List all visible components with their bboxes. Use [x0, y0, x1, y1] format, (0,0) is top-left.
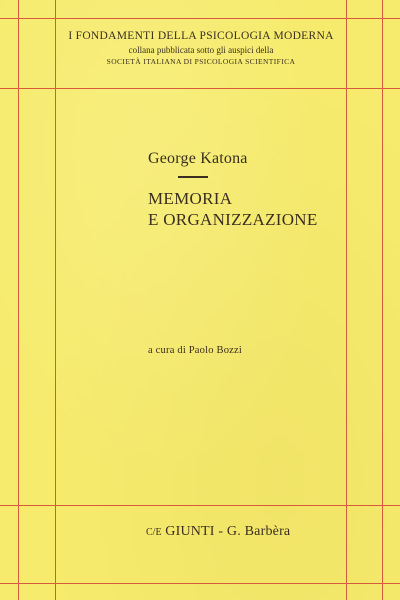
author-divider: [178, 176, 208, 178]
book-title-line-2: E ORGANIZZAZIONE: [148, 210, 318, 230]
editor-credit: a cura di Paolo Bozzi: [148, 345, 243, 356]
book-title: [148, 188, 318, 231]
frame-line-top-outer: [0, 18, 400, 19]
series-header: [58, 30, 344, 66]
frame-line-left-outer: [18, 0, 19, 600]
frame-line-left-inner: [55, 0, 56, 600]
book-title-line-1: MEMORIA: [148, 189, 233, 208]
author-name: George Katona: [148, 150, 248, 167]
series-subtitle: collana pubblicata sotto gli auspici della: [128, 45, 274, 56]
publisher-mark: C/E: [146, 527, 162, 538]
frame-line-right-outer: [382, 0, 383, 600]
series-title: I FONDAMENTI DELLA PSICOLOGIA MODERNA: [68, 30, 334, 42]
series-society: SOCIETÀ ITALIANA DI PSICOLOGIA SCIENTIFICA: [106, 56, 296, 66]
frame-line-right-inner: [346, 0, 347, 600]
frame-line-top-inner: [0, 88, 400, 89]
frame-line-bottom-inner: [0, 505, 400, 506]
publisher-name: GIUNTI - G. Barbèra: [165, 524, 291, 539]
frame-line-bottom-outer: [0, 583, 400, 584]
publisher-line: [146, 524, 290, 540]
